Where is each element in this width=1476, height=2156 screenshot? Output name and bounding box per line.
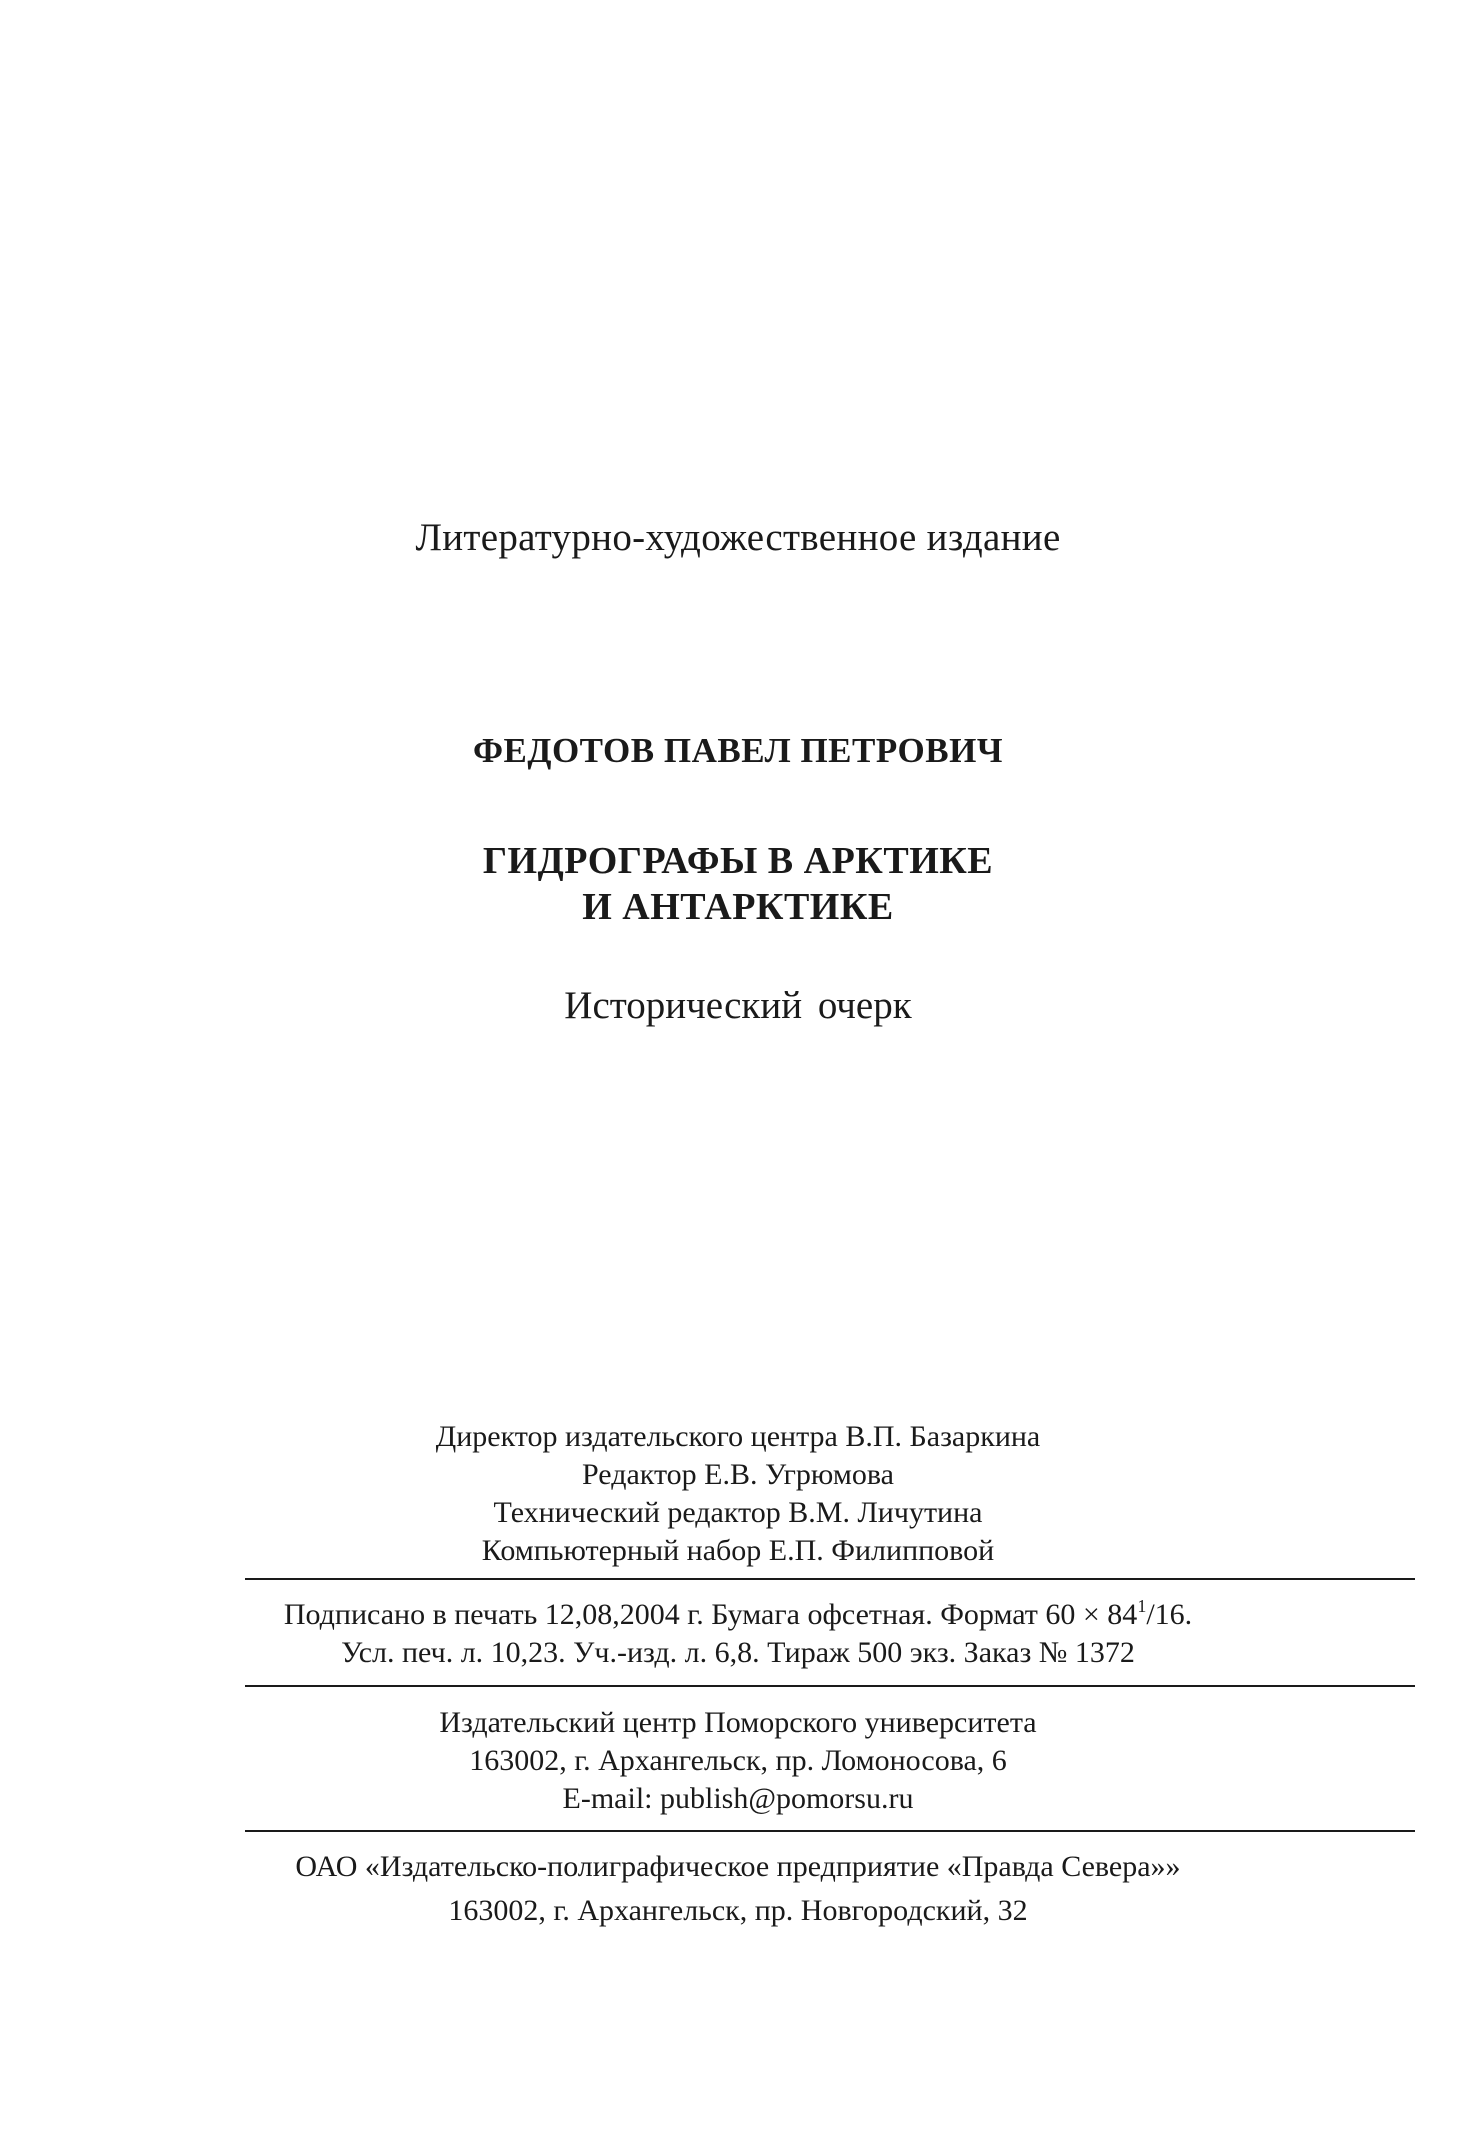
publisher-name: Издательский центр Поморского университета: [439, 1706, 1037, 1739]
credit-director: Директор издательского центра В.П. Базаркина: [435, 1420, 1041, 1453]
publisher-email: E-mail: publish@pomorsu.ru: [562, 1782, 914, 1815]
print-info-line-1: [0, 1596, 1476, 1631]
series-label: Литературно-художественное издание: [415, 516, 1061, 559]
divider-rule: [245, 1685, 1415, 1687]
credit-editor: Редактор Е.В. Угрюмова: [581, 1458, 894, 1491]
printer-name: ОАО «Издательско-полиграфическое предприятие «Правда Севера»»: [295, 1850, 1181, 1883]
book-title-line-1: ГИДРОГРАФЫ В АРКТИКЕ: [482, 840, 994, 882]
credit-typesetting: Компьютерный набор Е.П. Филипповой: [481, 1534, 995, 1567]
publisher-address: 163002, г. Архангельск, пр. Ломоносова, 6: [469, 1744, 1007, 1777]
format-superscript: 1: [1137, 1596, 1147, 1616]
divider-rule: [245, 1578, 1415, 1580]
divider-rule: [245, 1830, 1415, 1832]
printer-address: 163002, г. Архангельск, пр. Новгородский, 32: [448, 1894, 1028, 1927]
format-fraction: /16.: [1146, 1598, 1193, 1631]
author-name: ФЕДОТОВ ПАВЕЛ ПЕТРОВИЧ: [472, 731, 1004, 770]
book-subtitle: Исторический очерк: [564, 984, 912, 1027]
print-info-main: Подписано в печать 12,08,2004 г. Бумага офсетная. Формат 60 × 84: [283, 1598, 1138, 1631]
print-info-line-2: Усл. печ. л. 10,23. Уч.-изд. л. 6,8. Тираж 500 экз. Заказ № 1372: [341, 1636, 1135, 1669]
credit-tech-editor: Технический редактор В.М. Личутина: [493, 1496, 983, 1529]
book-title-line-2: И АНТАРКТИКЕ: [582, 886, 894, 928]
